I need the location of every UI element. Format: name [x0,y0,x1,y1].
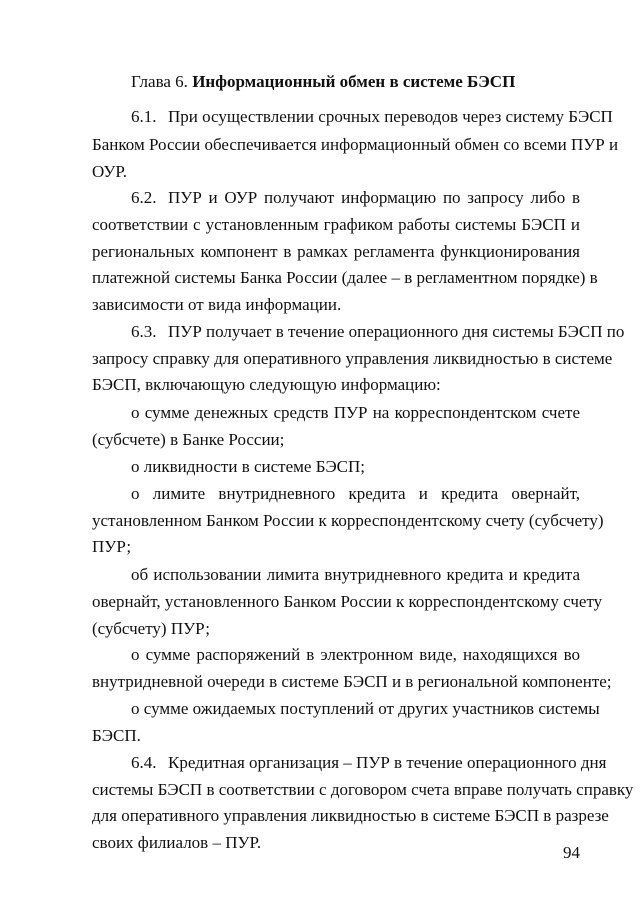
paragraph-6-1-line-2: Банком России обеспечивается информационный обмен со всеми ПУР и [92,135,619,154]
list-item-line-3: ПУР; [92,537,132,556]
paragraph-text: ПУР получает в течение операционного дня системы БЭСП по [168,322,625,341]
paragraph-text: При осуществлении срочных переводов через систему БЭСП [168,107,613,126]
paragraph-6-2-line-5: зависимости от вида информации. [92,295,342,314]
paragraph-6-1-line-1 [131,107,613,127]
list-item-line-1: о сумме денежных средств ПУР на корреспондентском счете [131,403,580,422]
paragraph-text: ПУР и ОУР получают информацию по запросу либо в [168,188,580,207]
list-item-line-2: БЭСП. [92,726,141,745]
paragraph-6-1-line-3: ОУР. [92,162,127,181]
paragraph-number: 6.2. [131,188,157,207]
list-item-line-3: (субсчету) ПУР; [92,619,210,638]
list-item-line-2: (субсчете) в Банке России; [92,430,285,449]
paragraph-6-2-line-2: соответствии с установленным графиком работы системы БЭСП и [92,215,580,234]
paragraph-6-3-line-1 [131,322,625,342]
list-item-line-2: установленном Банком России к корреспондентскому счету (субсчету) [92,511,604,530]
paragraph-6-4-line-1 [131,753,607,773]
paragraph-text: Кредитная организация – ПУР в течение операционного дня [168,753,607,772]
list-item-line-2: внутридневной очереди в системе БЭСП и в региональной компоненте; [92,672,612,691]
paragraph-number: 6.4. [131,753,157,772]
paragraph-6-4-line-4: своих филиалов – ПУР. [92,833,262,852]
page-number: 94 [563,843,580,862]
chapter-prefix: Глава 6. [131,72,188,91]
list-item-line-1: о сумме распоряжений в электронном виде, находящихся во [131,645,580,664]
paragraph-6-2-line-3: региональных компонент в рамках регламента функционирования [92,242,580,261]
paragraph-6-3-line-2: запросу справку для оперативного управления ликвидностью в системе [92,349,613,368]
list-item-line-1: о ликвидности в системе БЭСП; [131,457,366,476]
paragraph-6-3-line-3: БЭСП, включающую следующую информацию: [92,375,441,394]
paragraph-number: 6.1. [131,107,157,126]
paragraph-6-2-line-1 [131,188,580,208]
chapter-title: Информационный обмен в системе БЭСП [192,72,516,91]
chapter-heading [131,72,515,92]
paragraph-number: 6.3. [131,322,157,341]
paragraph-6-4-line-3: для оперативного управления ликвидностью в системе БЭСП в разрезе [92,806,609,825]
list-item-line-1: об использовании лимита внутридневного кредита и кредита [131,565,580,584]
list-item-line-2: овернайт, установленного Банком России к корреспондентскому счету [92,592,603,611]
list-item-line-1: о лимите внутридневного кредита и кредита овернайт, [131,484,580,503]
list-item-line-1: о сумме ожидаемых поступлений от других участников системы [131,699,600,718]
paragraph-6-4-line-2: системы БЭСП в соответствии с договором счета вправе получать справку [92,780,634,799]
paragraph-6-2-line-4: платежной системы Банка России (далее – в регламентном порядке) в [92,268,598,287]
